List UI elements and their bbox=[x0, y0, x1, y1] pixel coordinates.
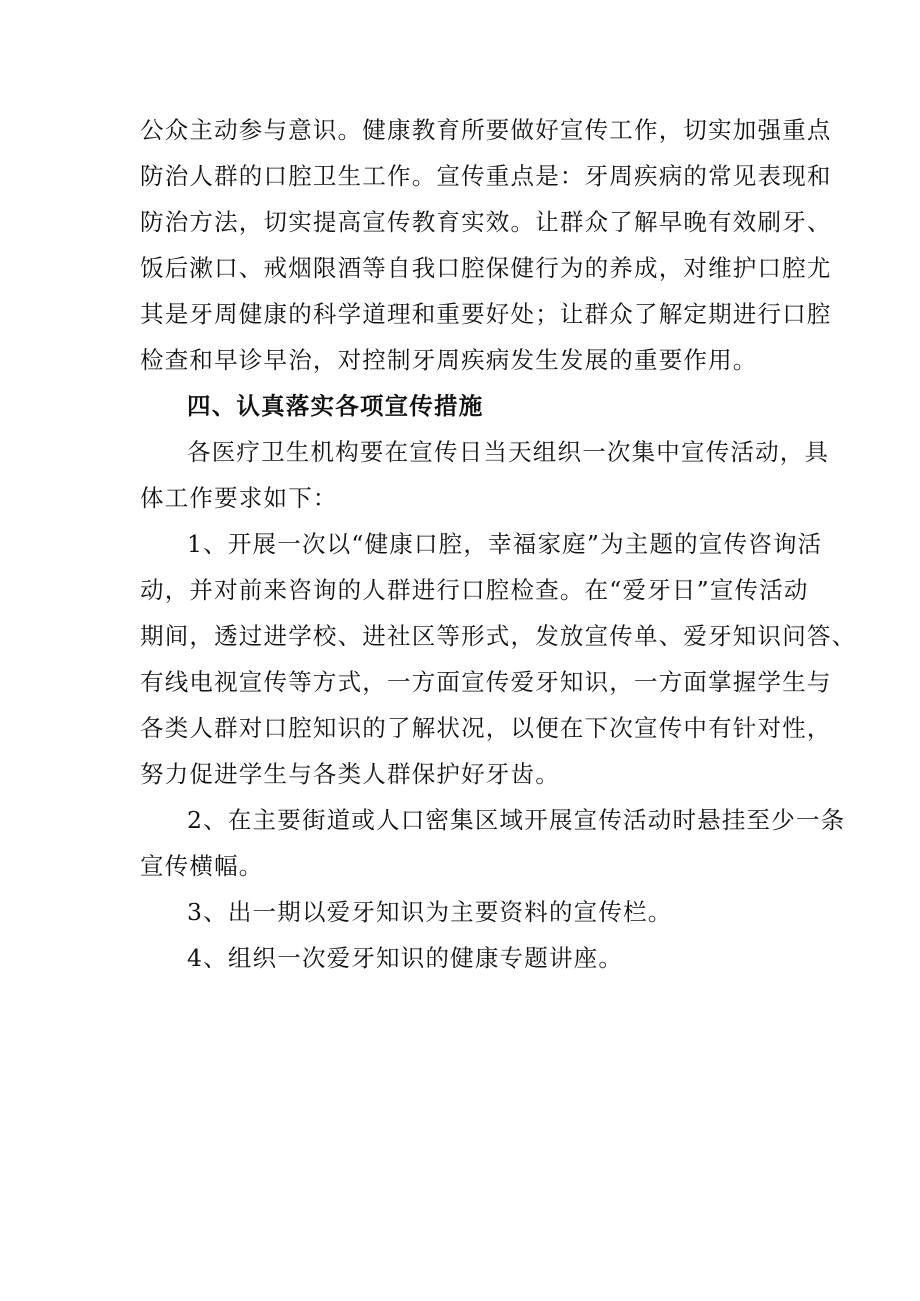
paragraph-line: 防治方法，切实提高宣传教育实效。让群众了解早晚有效刷牙、 bbox=[140, 208, 832, 236]
paragraph-line: 其是牙周健康的科学道理和重要好处；让群众了解定期进行口腔 bbox=[140, 300, 832, 328]
paragraph-line: 各医疗卫生机构要在宣传日当天组织一次集中宣传活动，具 bbox=[187, 438, 830, 466]
paragraph-line: 防治人群的口腔卫生工作。宣传重点是：牙周疾病的常见表现和 bbox=[140, 162, 832, 190]
paragraph-line: 饭后漱口、戒烟限酒等自我口腔保健行为的养成，对维护口腔尤 bbox=[140, 254, 832, 282]
list-item-1-line: 1、开展一次以“健康口腔，幸福家庭”为主题的宣传咨询活 bbox=[187, 530, 823, 558]
list-item-1-line: 期间，透过进学校、进社区等形式，发放宣传单、爱牙知识问答、 bbox=[140, 622, 857, 650]
paragraph-line: 公众主动参与意识。健康教育所要做好宣传工作，切实加强重点 bbox=[140, 116, 832, 144]
list-item-1-line: 各类人群对口腔知识的了解状况，以便在下次宣传中有针对性， bbox=[140, 714, 832, 742]
paragraph-line: 体工作要求如下： bbox=[140, 484, 338, 512]
list-item-2-line: 2、在主要街道或人口密集区域开展宣传活动时悬挂至少一条 bbox=[187, 806, 846, 834]
paragraph-line: 检查和早诊早治，对控制牙周疾病发生发展的重要作用。 bbox=[140, 346, 758, 374]
list-item-3: 3、出一期以爱牙知识为主要资料的宣传栏。 bbox=[187, 898, 673, 926]
list-item-1-line: 努力促进学生与各类人群保护好牙齿。 bbox=[140, 760, 560, 788]
document-body bbox=[140, 107, 857, 981]
list-item-1-line: 动，并对前来咨询的人群进行口腔检查。在“爱牙日”宣传活动 bbox=[140, 576, 809, 604]
list-item-4: 4、组织一次爱牙知识的健康专题讲座。 bbox=[187, 944, 624, 972]
section-heading: 四、认真落实各项宣传措施 bbox=[187, 392, 484, 420]
list-item-1-line: 有线电视宣传等方式，一方面宣传爱牙知识，一方面掌握学生与 bbox=[140, 668, 832, 696]
list-item-2-line: 宣传横幅。 bbox=[140, 852, 264, 880]
